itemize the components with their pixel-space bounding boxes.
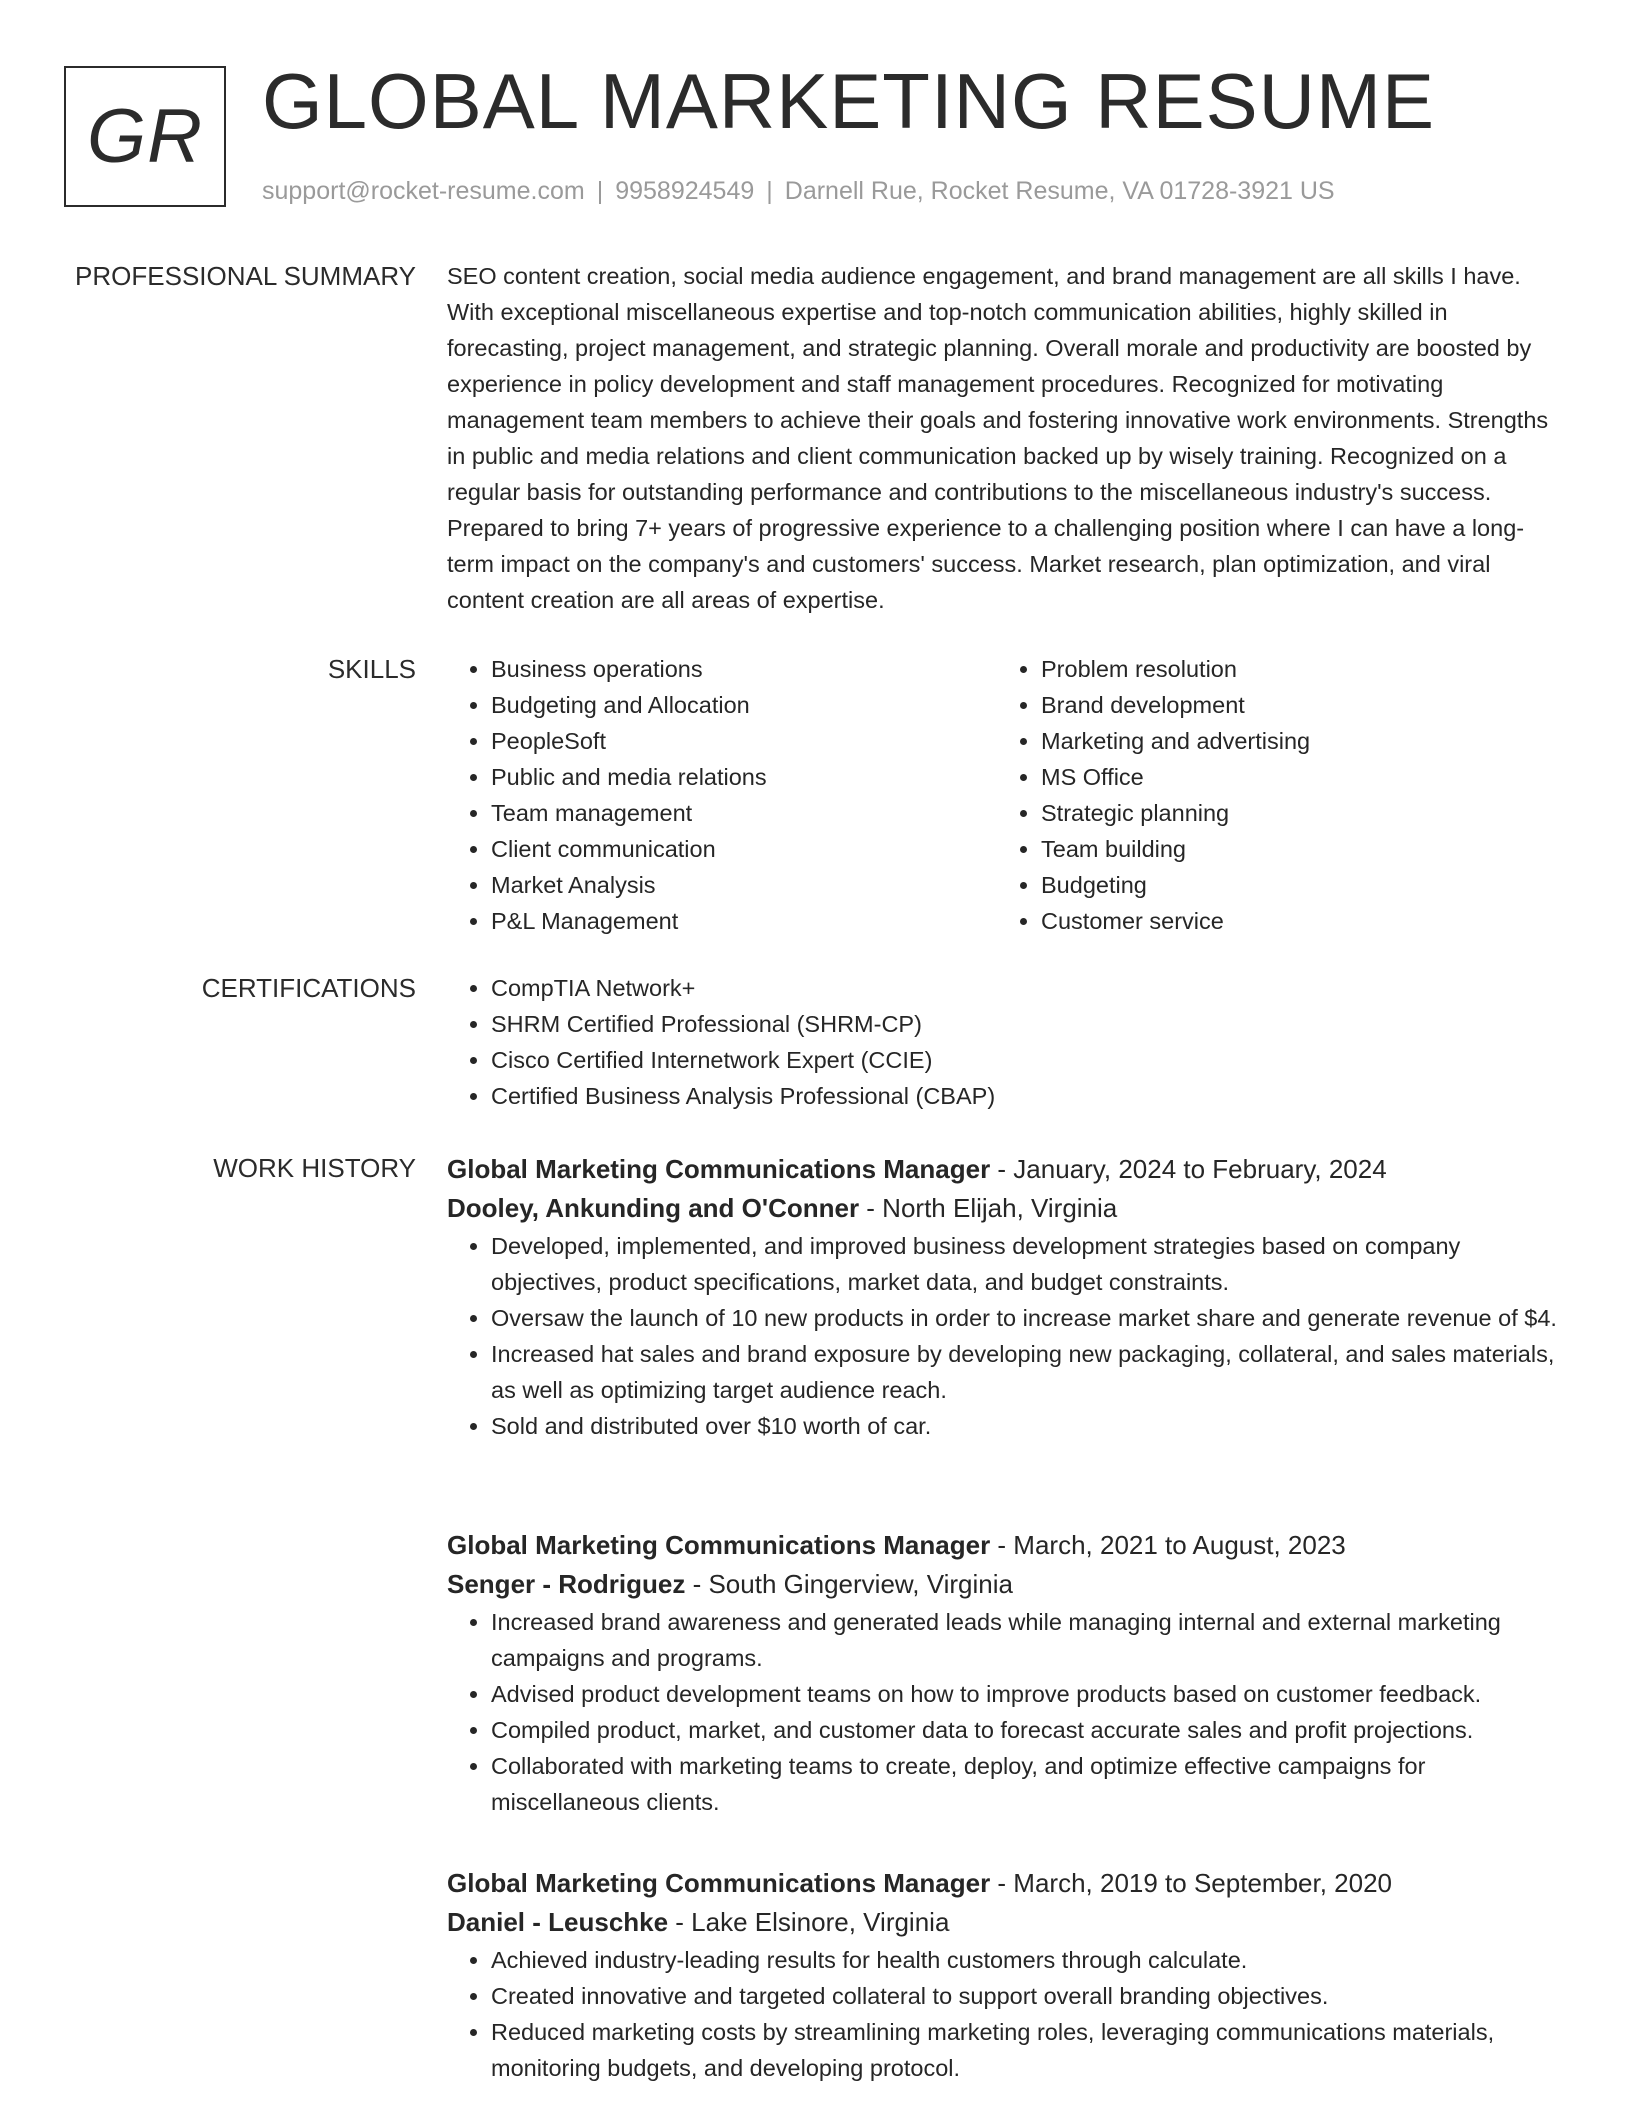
contact-separator: | [766,177,773,205]
skill-item: • Team building [1041,831,1547,867]
skills-columns [447,651,1567,939]
skills-list-left [447,651,997,939]
contact-separator: | [596,177,604,205]
skills-section [447,651,1567,939]
job-location: - North Elijah, Virginia [859,1193,1118,1223]
job-title: Global Marketing Communications Manager [447,1868,991,1898]
job-bullet: • Increased hat sales and brand exposure by developing new packaging, collateral, and sales materials, as well as optimizing target audience reach. [491,1336,1567,1408]
certifications-list [447,970,1567,1114]
job-dates: - January, 2024 to February, 2024 [990,1154,1387,1184]
certifications-section [447,970,1567,1114]
page-title: GLOBAL MARKETING RESUME [262,57,1436,145]
skills-column-right [997,651,1547,939]
job-entry [447,1526,1567,1820]
work-history-label: WORK HISTORY [213,1153,416,1183]
job-dates: - March, 2019 to September, 2020 [990,1868,1392,1898]
skills-list-right [997,651,1547,939]
skills-column-left [447,651,997,939]
summary-section [447,258,1567,618]
job-company: Senger - Rodriguez [447,1569,686,1599]
certification-item: • CompTIA Network+ [491,970,1567,1006]
job-company-line [447,1565,1567,1604]
summary-text: SEO content creation, social media audience engagement, and brand management are all skills I have. With exceptional miscellaneous expertise and top-notch communication abilities, highly skilled in forecasting, project management, and strategic planning. Overall morale and productivity are boosted by experience in policy development and staff management procedures. Recognized for motivating management team members to achieve their goals and fostering innovative work environments. Strengths in public and media relations and client communication backed up by wisely training. Recognized on a regular basis for outstanding performance and contributions to the miscellaneous industry's success. Prepared to bring 7+ years of progressive experience to a challenging position where I can have a long-term impact on the company's and customers' success. Market research, plan optimization, and viral content creation are all areas of expertise. [447,263,1549,613]
job-dates: - March, 2021 to August, 2023 [990,1530,1346,1560]
job-bullet: • Oversaw the launch of 10 new products in order to increase market share and generate revenue of $4. [491,1300,1567,1336]
skills-label: SKILLS [327,654,416,684]
job-company: Dooley, Ankunding and O'Conner [447,1193,860,1223]
job-company-line [447,1903,1567,1942]
job-title-line [447,1526,1567,1565]
contact-address: Darnell Rue, Rocket Resume, VA 01728-3921 US [784,177,1335,205]
skill-item: • MS Office [1041,759,1547,795]
job-bullet: • Collaborated with marketing teams to create, deploy, and optimize effective campaigns for miscellaneous clients. [491,1748,1567,1820]
skill-item: • Client communication [491,831,997,867]
certifications-label: CERTIFICATIONS [201,973,416,1003]
skill-item: • Business operations [491,651,997,687]
job-title: Global Marketing Communications Manager [447,1530,991,1560]
skill-item: • Public and media relations [491,759,997,795]
job-bullet: • Developed, implemented, and improved business development strategies based on company objectives, product specifications, market data, and budget constraints. [491,1228,1567,1300]
contact-phone: 9958924549 [615,177,755,205]
job-bullet: • Sold and distributed over $10 worth of car. [491,1408,1567,1444]
skill-item: • Customer service [1041,903,1547,939]
job-title: Global Marketing Communications Manager [447,1154,991,1184]
job-bullet: • Achieved industry-leading results for health customers through calculate. [491,1942,1567,1978]
certification-item: • SHRM Certified Professional (SHRM-CP) [491,1006,1567,1042]
job-company-line [447,1189,1567,1228]
job-bullets [447,1228,1567,1444]
job-bullet: • Compiled product, market, and customer data to forecast accurate sales and profit projections. [491,1712,1567,1748]
job-entry [447,1864,1567,2086]
job-bullet: • Created innovative and targeted collateral to support overall branding objectives. [491,1978,1567,2014]
job-location: - Lake Elsinore, Virginia [668,1907,950,1937]
contact-line [262,174,1335,208]
skill-item: • PeopleSoft [491,723,997,759]
skill-item: • Budgeting and Allocation [491,687,997,723]
skill-item: • Market Analysis [491,867,997,903]
skill-item: • Marketing and advertising [1041,723,1547,759]
job-bullet: • Advised product development teams on how to improve products based on customer feedback. [491,1676,1567,1712]
contact-email: support@rocket-resume.com [262,177,585,205]
job-bullets [447,1604,1567,1820]
job-location: - South Gingerview, Virginia [685,1569,1013,1599]
skill-item: • Team management [491,795,997,831]
job-title-line [447,1864,1567,1903]
job-title-line [447,1150,1567,1189]
job-bullets [447,1942,1567,2086]
skill-item: • Problem resolution [1041,651,1547,687]
skill-item: • Budgeting [1041,867,1547,903]
job-entry [447,1150,1567,1444]
monogram-badge [64,66,226,207]
monogram-text: GR [87,94,203,179]
skill-item: • Strategic planning [1041,795,1547,831]
skill-item: • P&L Management [491,903,997,939]
skill-item: • Brand development [1041,687,1547,723]
certification-item: • Cisco Certified Internetwork Expert (CCIE) [491,1042,1567,1078]
job-bullet: • Increased brand awareness and generated leads while managing internal and external marketing campaigns and programs. [491,1604,1567,1676]
summary-label: PROFESSIONAL SUMMARY [75,261,416,291]
certification-item: • Certified Business Analysis Professional (CBAP) [491,1078,1567,1114]
job-company: Daniel - Leuschke [447,1907,669,1937]
job-bullet: • Reduced marketing costs by streamlining marketing roles, leveraging communications materials, monitoring budgets, and developing protocol. [491,2014,1567,2086]
